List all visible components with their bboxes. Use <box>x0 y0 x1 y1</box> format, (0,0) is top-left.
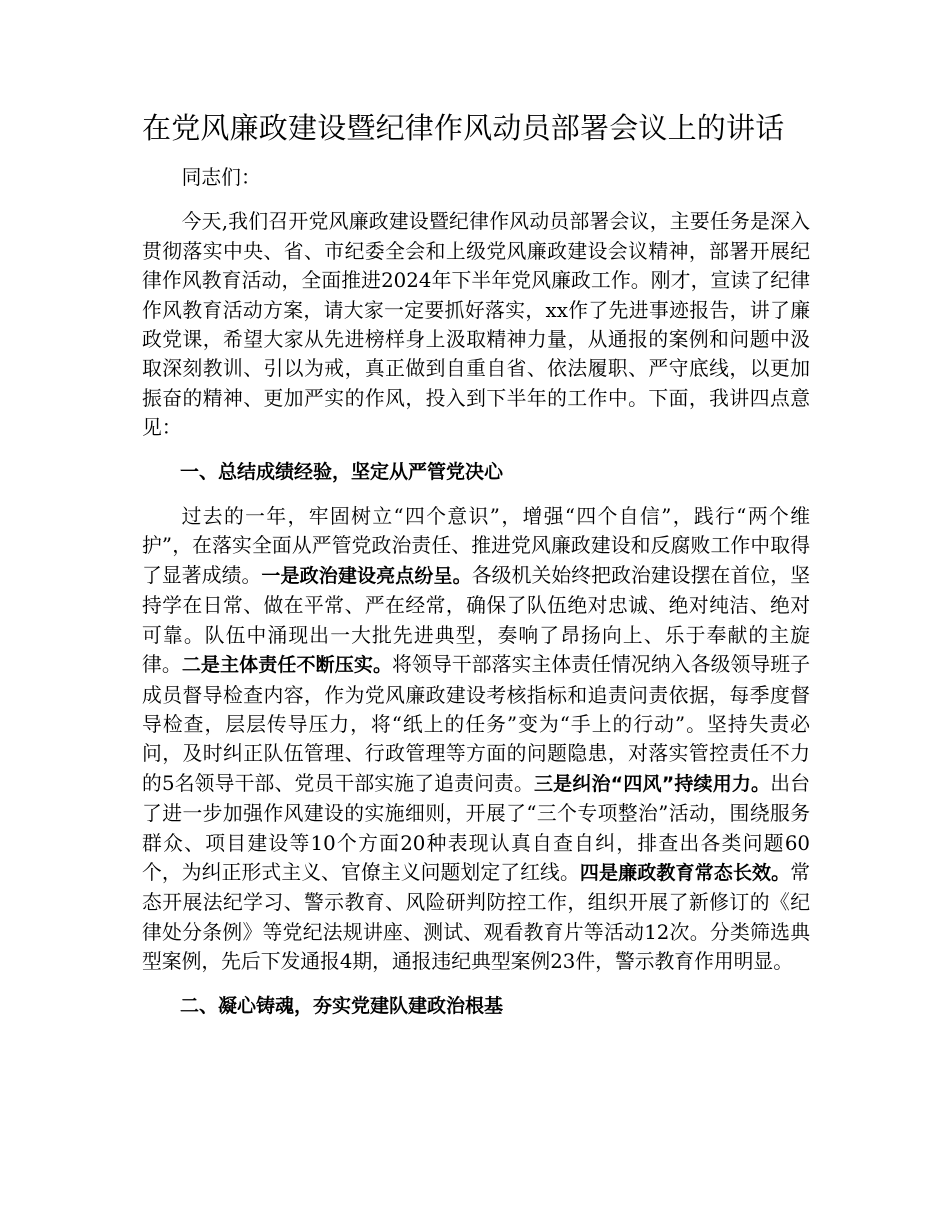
section-1-text-3: 将领导干部落实主体责任情况纳入各级领导班子成员督导检查内容，作为党风廉政建设考核指标和追责问责依据，每季度督导检查，层层传导压力，将“纸上的任务”变为“手上的行动”。坚持失责必问，及时纠正队伍管理、行政管理等方面的问题隐患，对落实管控责任不力的5名领导干部、党员干部实施了追责问责。 <box>142 653 810 795</box>
section-1-text-4: 出台了进一步加强作风建设的实施细则，开展了“三个专项整治”活动，围绕服务群众、项目建设等10个方面20种表现认真自查自纠，排查出各类问题60个，为纠正形式主义、官僚主义问题划定了红线。 <box>142 771 810 884</box>
document-title: 在党风廉政建设暨纪律作风动员部署会议上的讲话 <box>142 111 785 145</box>
section-1-text-1: 过去的一年，牢固树立“四个意识”，增强“四个自信”，践行“两个维护”，在落实全面从严管党政治责任、推进党风廉政建设和反腐败工作中取得了显著成绩。 <box>142 505 810 587</box>
section-1-paragraph <box>142 502 810 977</box>
section-1-point-3: 三是纠治“四风”持续用力。 <box>533 772 771 795</box>
document-page <box>142 108 810 1036</box>
section-1-text-5: 常态开展法纪学习、警示教育、风险研判防控工作，组织开展了新修订的《纪律处分条例》等党纪法规讲座、测试、观看教育片等活动12次。分类筛选典型案例，先后下发通报4期，通报违纪典型案例23件，警示教育作用明显。 <box>142 860 810 974</box>
section-heading-1: 一、总结成绩经验，坚定从严管党决心 <box>180 460 504 483</box>
section-1-point-4: 四是廉政教育常态长效。 <box>579 861 791 884</box>
section-1-point-2: 二是主体责任不断压实。 <box>181 654 393 677</box>
section-heading-2: 二、凝心铸魂，夯实党建队建政治根基 <box>180 994 504 1017</box>
intro-paragraph: 今天,我们召开党风廉政建设暨纪律作风动员部署会议，主要任务是深入贯彻落实中央、省、市纪委全会和上级党风廉政建设会议精神，部署开展纪律作风教育活动，全面推进2024年下半年党风廉政工作。刚才，宣读了纪律作风教育活动方案，请大家一定要抓好落实，xx作了先进事迹报告，讲了廉政党课，希望大家从先进榜样身上汲取精神力量，从通报的案例和问题中汲取深刻教训、引以为戒，真正做到自重自省、依法履职、严守底线，以更加振奋的精神、更加严实的作风，投入到下半年的工作中。下面，我讲四点意见： <box>142 210 810 440</box>
salutation: 同志们： <box>181 166 261 189</box>
section-1-text-2: 各级机关始终把政治建设摆在首位，坚持学在日常、做在平常、严在经常，确保了队伍绝对忠诚、绝对纯洁、绝对可靠。队伍中涌现出一大批先进典型，奏响了昂扬向上、乐于奉献的主旋律。 <box>142 563 810 677</box>
section-1-point-1: 一是政治建设亮点纷呈。 <box>261 564 472 587</box>
